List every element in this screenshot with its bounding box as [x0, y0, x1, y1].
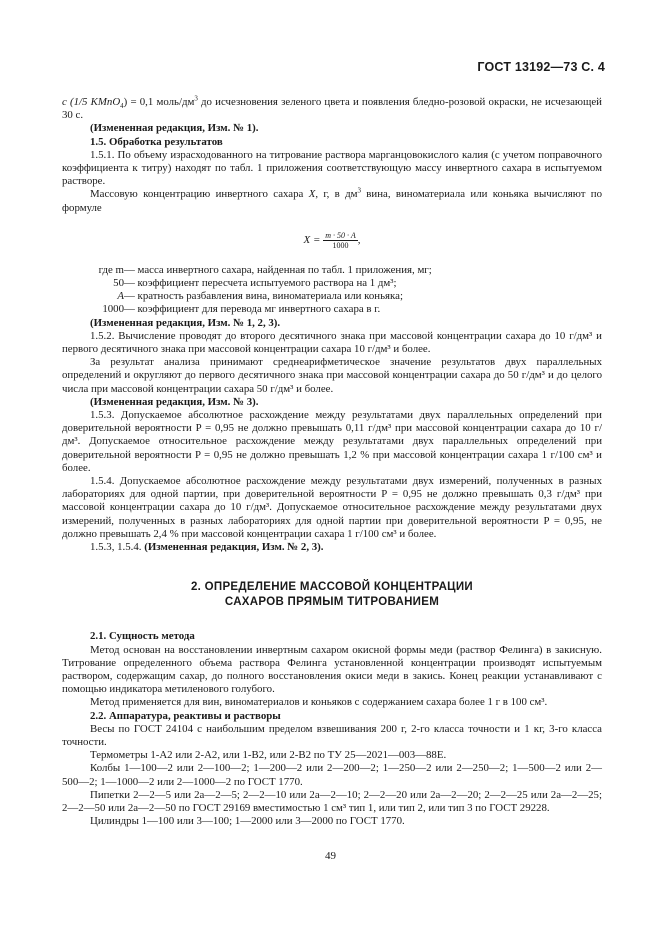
amendment-note: (Измененная редакция, Изм. № 3).	[90, 395, 259, 408]
page-number: 49	[325, 850, 336, 862]
fraction-numerator: m · 50 · A	[325, 230, 356, 240]
paragraph-2-1-a: Метод основан на восстановлении инвертным сахаром окисной формы меди (раствор Фелинга) в закисную. Титрование определенного объема раствора Фелинга установленной концентрации производят испытуемым раствором, содержащим сахар, до полного восстановления окиси меди в закись. Конец реакции устанавливают с помощью индикатора метиленового голубого.	[62, 643, 602, 696]
section-heading-2-2: 2.2. Аппаратура, реактивы и растворы	[90, 709, 281, 722]
text-run: 1.5.3, 1.5.4.	[90, 541, 145, 554]
formula-text: c (1/5 KMnO	[62, 96, 121, 108]
text-run: Массовую концентрацию инвертного сахара	[90, 188, 309, 201]
amendment-note: (Измененная редакция, Изм. № 1).	[90, 122, 259, 135]
legend-symbol: A	[117, 290, 124, 303]
document-body	[62, 96, 602, 828]
legend-row	[62, 277, 602, 290]
formula	[62, 231, 602, 250]
legend-symbol: 1000	[102, 303, 124, 316]
amendment-note	[62, 541, 602, 554]
paragraph-1-5-3: 1.5.3. Допускаемое абсолютное расхождение между результатами двух параллельных определений при доверительной вероятности P = 0,95 не должно превышать 0,11 г/дм³ при массовой концентрации сахара до 10 г/дм³. Допускаемое относительное расхождение между результатами двух параллельных определений при доверительной вероятности P = 0,95 не должно превышать 1,2 % при массовой концентрации сахара 1 г/100 см³ и более.	[62, 409, 602, 474]
paragraph-1-5-4: 1.5.4. Допускаемое абсолютное расхождение между результатами двух измерений, полученных в разных лабораториях для одной партии, при доверительной вероятности P = 0,95 не должно превышать 0,3 г/дм³ при массовой концентрации сахара до 10 г/дм³. Допускаемое относительное расхождение между результатами двух измерений, полученных в разных лабораториях для одной партии при доверительной вероятности P = 0,95, не должно превышать 2,4 % при массовой концентрации сахара 1 г/100 см³ и более.	[62, 475, 602, 540]
text-run: ) = 0,1 моль/дм	[123, 96, 195, 108]
formula-fraction	[323, 231, 358, 250]
section-title-line: САХАРОВ ПРЯМЫМ ТИТРОВАНИЕМ	[224, 596, 440, 609]
paragraph-pipettes: Пипетки 2—2—5 или 2а—2—5; 2—2—10 или 2а—2—10; 2—2—20 или 2а—2—20; 2—2—25 или 2а—2—25; 2—2—50 или 2а—2—50 по ГОСТ 29169 вместимостью 1 см³ тип 1, или тип 2, или тип 3 по ГОСТ 29228.	[62, 788, 602, 814]
section-heading-2	[62, 580, 602, 610]
fraction-denominator: 1000	[332, 240, 349, 250]
legend-symbol: 50	[113, 277, 124, 290]
variable: X	[308, 188, 316, 201]
paragraph-thermometers: Термометры 1-А2 или 2-А2, или 1-В2, или 2-В2 по ТУ 25—2021—003—88Е.	[90, 749, 447, 762]
paragraph-result: За результат анализа принимают среднеарифметическое значение результатов двух параллельных определений и округляют до первого десятичного знака при массовой концентрации сахара до 50 г/дм³ и до целого числа при массовой концентрации сахара 50 г/дм³ и более.	[62, 356, 602, 395]
section-title-line: 2. ОПРЕДЕЛЕНИЕ МАССОВОЙ КОНЦЕНТРАЦИИ	[190, 581, 474, 594]
legend-text: — коэффициент для перевода мг инвертного сахара в г.	[124, 303, 381, 316]
text-run: (Измененная редакция, Изм. № 2, 3).	[144, 541, 324, 554]
legend-text: — масса инвертного сахара, найденная по табл. 1 приложения, мг;	[124, 263, 432, 276]
paragraph-1-5-1: 1.5.1. По объему израсходованного на титрование раствора марганцовокислого калия (с учетом поправочного коэффициента к титру) находят по табл. 1 приложения соответствующую массу инвертного сахара в испытуемом растворе.	[62, 148, 602, 188]
text-run: вина, виноматериала или коньяка вычисляют по формуле	[62, 188, 602, 214]
paragraph-2-1-b: Метод применяется для вин, виноматериалов и коньяков с содержанием сахара более 1 г в 100 см³.	[90, 696, 548, 709]
formula-tail: ,	[357, 233, 361, 246]
amendment-note: (Измененная редакция, Изм. № 1, 2, 3).	[90, 316, 281, 329]
subscript: 4	[120, 102, 124, 111]
formula-legend	[62, 264, 602, 317]
document-header: ГОСТ 13192—73 С. 4	[477, 60, 605, 74]
legend-text: — кратность разбавления вина, виноматериала или коньяка;	[124, 290, 403, 303]
superscript: 3	[357, 186, 361, 195]
legend-row	[62, 303, 602, 316]
formula-lhs: X =	[303, 233, 324, 246]
paragraph-cylinders: Цилиндры 1—100 или 3—100; 1—2000 или 3—2000 по ГОСТ 1770.	[90, 815, 405, 828]
superscript: 3	[194, 94, 198, 103]
paragraph-1-5-2: 1.5.2. Вычисление проводят до второго десятичного знака при массовой концентрации сахара до 10 г/дм³ и первого десятичного знака при массовой концентрации сахара 10 г/дм³ и более.	[62, 329, 602, 356]
legend-row	[62, 290, 602, 303]
legend-row	[62, 264, 602, 277]
paragraph-mass-concentration	[62, 188, 602, 214]
section-heading-1-5: 1.5. Обработка результатов	[90, 135, 223, 148]
legend-text: — коэффициент пересчета испытуемого раствора на 1 дм³;	[124, 277, 397, 290]
paragraph-titration-end	[62, 96, 602, 122]
text-run: до исчезновения зеленого цвета и появления бледно-розовой окраски, не исчезающей 30 с.	[62, 96, 602, 122]
legend-symbol: где m	[98, 263, 124, 276]
paragraph-scales: Весы по ГОСТ 24104 с наибольшим пределом взвешивания 200 г, 2-го класса точности и 1 кг, 3-го класса точности.	[62, 722, 602, 748]
text-run: , г, в дм	[315, 188, 358, 201]
section-heading-2-1: 2.1. Сущность метода	[90, 630, 195, 643]
paragraph-flasks: Колбы 1—100—2 или 2—100—2; 1—200—2 или 2—200—2; 1—250—2 или 2—250—2; 1—500—2 или 2—500—2; 1—1000—2 или 2—1000—2 по ГОСТ 1770.	[62, 762, 602, 788]
